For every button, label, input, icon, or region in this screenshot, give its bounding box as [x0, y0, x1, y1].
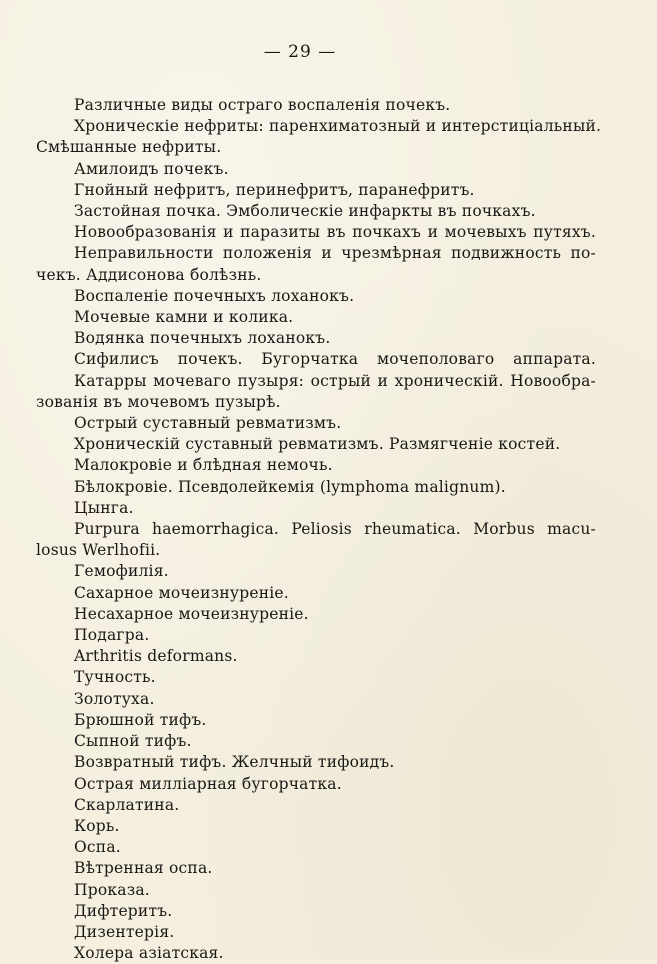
- text-line: Хроническіе нефриты: паренхиматозный и интерстиціальный.: [74, 117, 602, 136]
- text-line: Брюшной тифъ.: [74, 710, 207, 729]
- disease-list: [36, 95, 602, 964]
- text-line: Возвратный тифъ. Желчный тифоидъ.: [74, 753, 395, 772]
- text-line: Холера азіатская.: [74, 944, 224, 963]
- text-line: Неправильности положенія и чрезмѣрная подвижность по-: [74, 244, 596, 263]
- text-line: Сыпной тифъ.: [74, 732, 192, 751]
- text-line: Проказа.: [74, 880, 150, 899]
- text-line: Катарры мочеваго пузыря: острый и хроническій. Новообра-: [74, 371, 596, 390]
- text-line: Цынга.: [74, 498, 134, 517]
- text-line: Сифилисъ почекъ. Бугорчатка мочеполоваго аппарата.: [74, 350, 596, 369]
- text-line: Золотуха.: [74, 689, 155, 708]
- text-line: Бѣлокровіе. Псевдолейкемія (lymphoma malignum).: [74, 477, 506, 496]
- text-line: Гемофилія.: [74, 562, 169, 581]
- text-line: Застойная почка. Эмболическіе инфаркты въ почкахъ.: [74, 202, 536, 221]
- text-line: Хроническій суставный ревматизмъ. Размягченіе костей.: [74, 435, 561, 454]
- text-line: Воспаленіе почечныхъ лоханокъ.: [74, 286, 355, 305]
- text-line: Скарлатина.: [74, 795, 180, 814]
- text-line: зованія въ мочевомъ пузырѣ.: [36, 392, 281, 411]
- text-line: чекъ. Аддисонова болѣзнь.: [36, 265, 262, 284]
- text-line: Корь.: [74, 816, 120, 835]
- text-line: Различные виды остраго воспаленія почекъ.: [74, 96, 451, 114]
- text-line: Мочевые камни и колика.: [74, 308, 294, 327]
- text-line: Новообразованія и паразиты въ почкахъ и мочевыхъ путяхъ.: [74, 223, 596, 242]
- text-line: Гнойный нефритъ, перинефритъ, паранефритъ.: [74, 180, 475, 199]
- text-line: Дизентерія.: [74, 922, 175, 941]
- text-line: Малокровіе и блѣдная немочь.: [74, 456, 333, 475]
- text-line: Амилоидъ почекъ.: [74, 159, 229, 178]
- text-line: Острая милліарная бугорчатка.: [74, 774, 342, 793]
- text-line: Оспа.: [74, 838, 121, 857]
- text-line: Водянка почечныхъ лоханокъ.: [74, 329, 331, 348]
- text-line: Острый суставный ревматизмъ.: [74, 414, 342, 433]
- text-line: Подагра.: [74, 626, 150, 645]
- text-line: Сахарное мочеизнуреніе.: [74, 583, 289, 602]
- text-line: Purpura haemorrhagica. Peliosis rheumatica. Morbus macu-: [74, 520, 596, 539]
- page-number: — 29 —: [263, 42, 337, 62]
- text-line: Arthritis deformans.: [74, 647, 238, 666]
- text-line: Вѣтренная оспа.: [74, 859, 213, 878]
- text-line: Тучность.: [74, 668, 156, 687]
- text-line: Дифтеритъ.: [74, 901, 173, 920]
- text-line: Смѣшанные нефриты.: [36, 138, 222, 157]
- text-line: Несахарное мочеизнуреніе.: [74, 604, 309, 623]
- text-line: losus Werlhofii.: [36, 541, 161, 560]
